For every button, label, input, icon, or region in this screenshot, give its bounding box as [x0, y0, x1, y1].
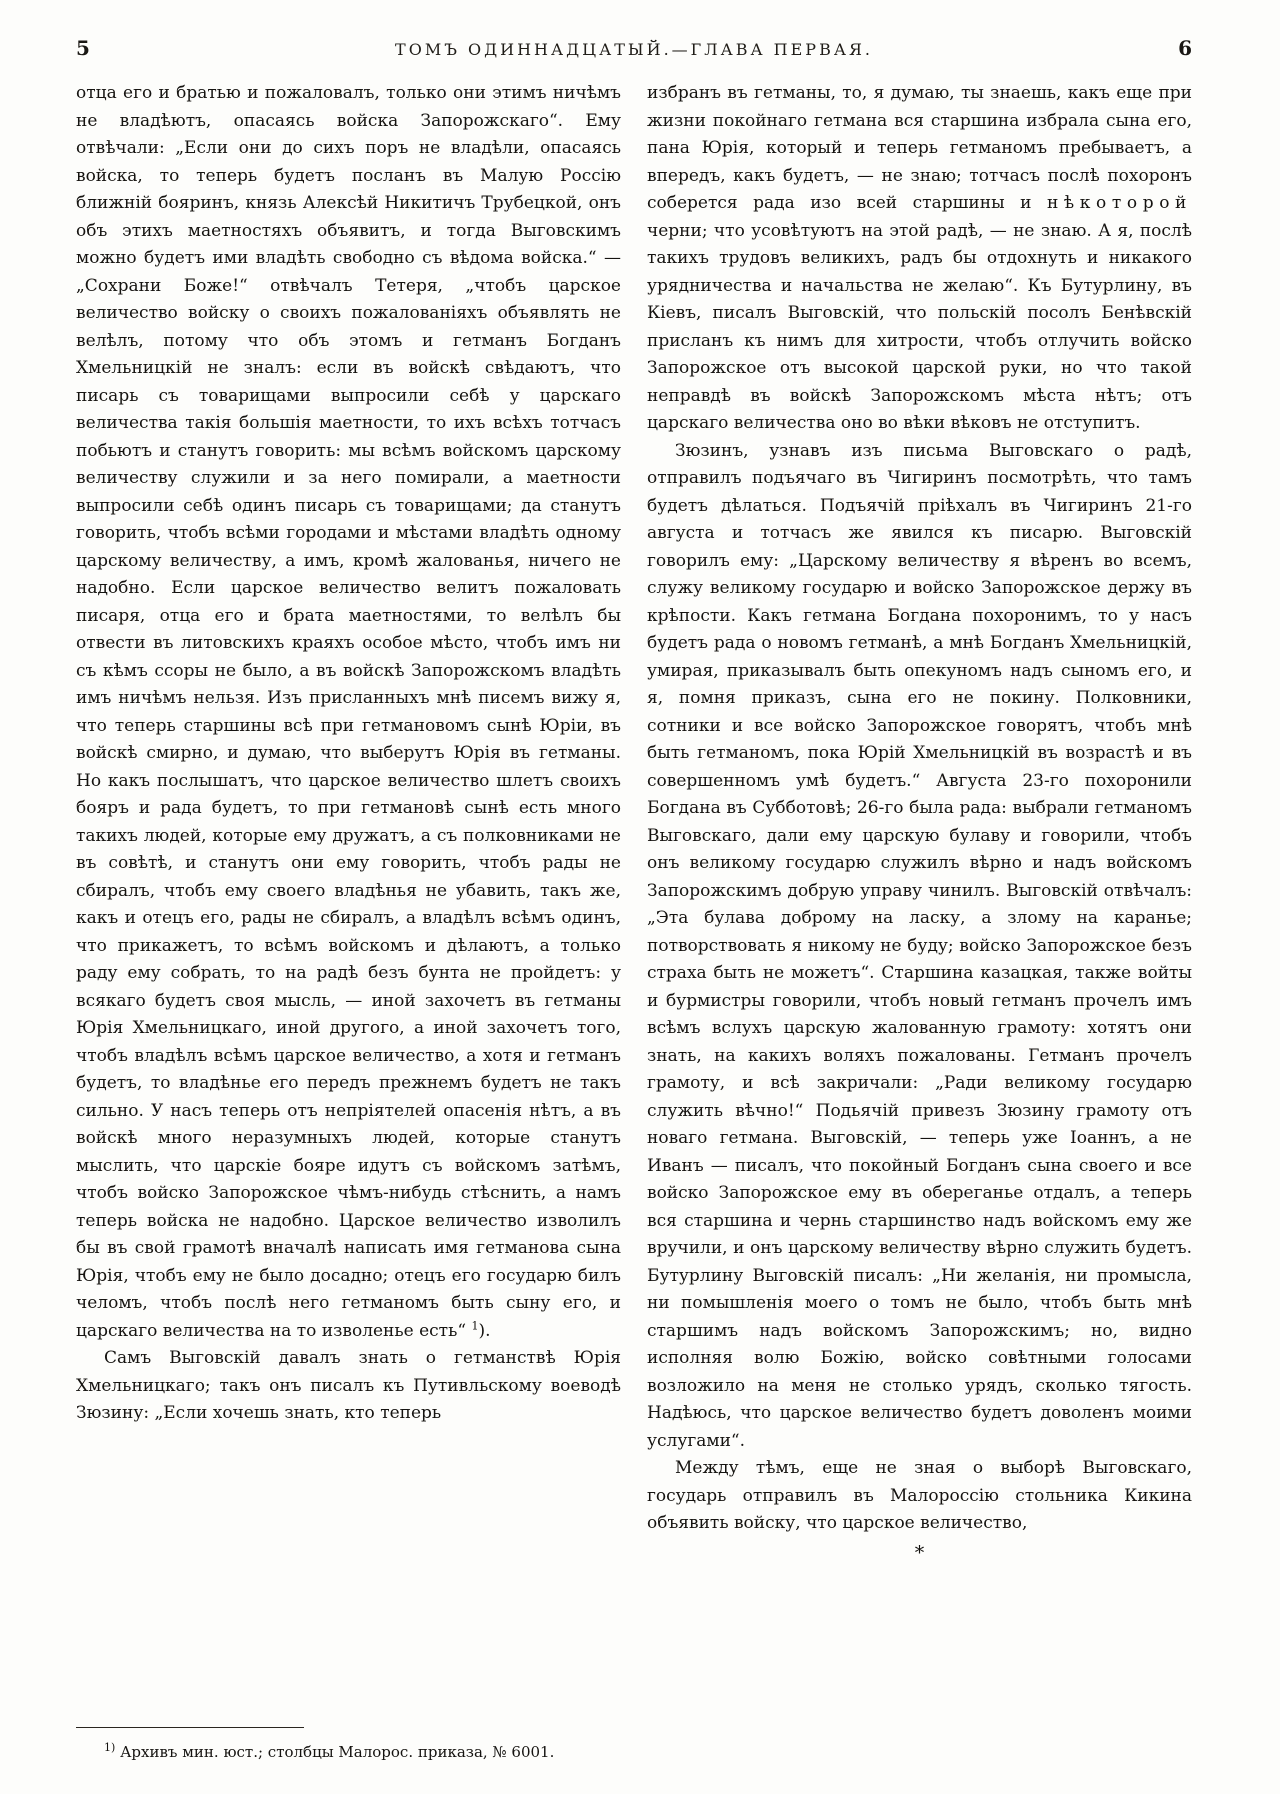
column-paragraphs	[647, 80, 1192, 1538]
footnote-marker: 1)	[104, 1741, 116, 1754]
text-segment: Самъ Выговскій давалъ знать о гетманствѣ Юрія Хмельницкаго; такъ онъ писалъ къ Путивльскому воеводѣ Зюзину: „Если хочешь знать, кто теперь	[76, 1348, 621, 1423]
footnote-ref: 1	[471, 1318, 479, 1332]
footnote-body: Архивъ мин. юст.; столбцы Малорос. приказа, № 6001.	[115, 1743, 555, 1761]
text-segment: черни; что усовѣтуютъ на этой радѣ, — не знаю. А я, послѣ такихъ трудовъ великихъ, радъ бы отдохнуть и никакого урядничества и начальства не желаю“. Къ Бутурлину, въ Кіевъ, писалъ Выговскій, что польскій посолъ Бенѣвскій присланъ къ нимъ для хитрости, чтобъ отлучить войско Запорожское отъ высокой царской руки, но что такой неправдѣ въ войскѣ Запорожскомъ мѣста нѣтъ; отъ царскаго величества оно во вѣки вѣковъ не отступитъ.	[647, 220, 1192, 433]
right-page-number: 6	[1178, 36, 1192, 60]
right-text-column	[647, 80, 1192, 1764]
paragraph	[76, 1345, 621, 1428]
text-segment: ).	[478, 1320, 491, 1341]
footnote-rule	[76, 1727, 304, 1728]
paragraph	[647, 1455, 1192, 1538]
signature-mark: *	[914, 1541, 925, 1564]
text-segment: избранъ въ гетманы, то, я думаю, ты знаешь, какъ еще при жизни покойнаго гетмана вся старшина избрала сына его, пана Юрія, который и теперь гетманомъ пребываетъ, а впередъ, какъ будетъ, — не знаю; тотчасъ послѣ похоронъ соберется рада изо всей старшины и	[647, 83, 1192, 213]
page-header	[0, 0, 1280, 74]
letterspaced-text: нѣкоторой	[1046, 193, 1192, 213]
left-text-column	[76, 80, 621, 1764]
running-title: ТОМЪ ОДИННАДЦАТЫЙ.—ГЛАВА ПЕРВАЯ.	[395, 40, 873, 59]
paragraph	[647, 80, 1192, 438]
text-spread	[0, 74, 1280, 1764]
text-segment: Зюзинъ, узнавъ изъ письма Выговскаго о радѣ, отправилъ подъячаго въ Чигиринъ посмотрѣть, что тамъ будетъ дѣлаться. Подъячій пріѣхалъ въ Чигиринъ 21-го августа и тотчасъ же явился къ писарю. Выговскій говорилъ ему: „Царскому величеству я вѣренъ во всемъ, служу великому государю и войско Запорожское держу въ крѣпости. Какъ гетмана Богдана похоронимъ, то у насъ будетъ рада о новомъ гетманѣ, а мнѣ Богданъ Хмельницкій, умирая, приказывалъ быть опекуномъ надъ сыномъ его, и я, помня приказъ, сына его не покину. Полковники, сотники и все войско Запорожское говорятъ, чтобъ мнѣ быть гетманомъ, пока Юрій Хмельницкій въ возрастѣ и въ совершенномъ умѣ будетъ.“ Августа 23-го похоронили Богдана въ Субботовѣ; 26-го была рада: выбрали гетманомъ Выговскаго, дали ему царскую булаву и говорили, чтобъ онъ великому государю служилъ вѣрно и надъ войскомъ Запорожскимъ добрую управу чинилъ. Выговскій отвѣчалъ: „Эта булава доброму на ласку, а злому на каранье; потворствовать я никому не буду; войско Запорожское безъ страха быть не можетъ“. Старшина казацкая, также войты и бурмистры говорили, чтобъ новый гетманъ прочелъ имъ всѣмъ вслухъ царскую жалованную грамоту: хотятъ они знать, на какихъ воляхъ пожалованы. Гетманъ прочелъ грамоту, и всѣ закричали: „Ради великому государю служить вѣчно!“ Подьячій привезъ Зюзину грамоту отъ новаго гетмана. Выговскій, — теперь уже Іоаннъ, а не Иванъ — писалъ, что покойный Богданъ сына своего и все войско Запорожское ему въ обереганье отдалъ, а теперь вся старшина и чернь старшинство надъ войскомъ ему же вручили, и онъ царскому величеству вѣрно служить будетъ. Бутурлину Выговскій писалъ: „Ни желанія, ни промысла, ни помышленія моего о томъ не было, чтобъ быть мнѣ старшимъ надъ войскомъ Запорожскимъ; но, видно исполняя волю Божію, войско совѣтными голосами возложило на меня не столько урядъ, сколько тягость. Надѣюсь, что царское величество будетъ доволенъ моими услугами“.	[647, 440, 1192, 1451]
footnote-text	[76, 1740, 621, 1764]
text-segment: Между тѣмъ, еще не зная о выборѣ Выговскаго, государь отправилъ въ Малороссію стольника Кикина объявить войску, что царское величество,	[647, 1458, 1192, 1533]
paragraph	[76, 80, 621, 1345]
column-paragraphs	[76, 80, 621, 1428]
text-segment: отца его и братью и пожаловалъ, только они этимъ ничѣмъ не владѣютъ, опасаясь войска Запорожскаго“. Ему отвѣчали: „Если они до сихъ поръ не владѣли, опасаясь войска, то теперь будетъ посланъ въ Малую Россію ближній бояринъ, князь Алексѣй Никитичъ Трубецкой, онъ объ этихъ маетностяхъ объявитъ, и тогда Выговскимъ можно будетъ ими владѣть свободно съ вѣдома войска.“ — „Сохрани Боже!“ отвѣчалъ Тетеря, „чтобъ царское величество войску о своихъ пожалованіяхъ объявлять не велѣлъ, потому что объ этомъ и гетманъ Богданъ Хмельницкій не зналъ: если въ войскѣ свѣдаютъ, что писарь съ товарищами выпросили себѣ у царскаго величества такія большія маетности, то ихъ всѣхъ тотчасъ побьютъ и станутъ говорить: мы всѣмъ войскомъ царскому величеству служили и за него помирали, а маетности выпросили себѣ одинъ писарь съ товарищами; да станутъ говорить, чтобъ всѣми городами и мѣстами владѣть одному царскому величеству, а имъ, кромѣ жалованья, ничего не надобно. Если царское величество велитъ пожаловать писаря, отца его и брата маетностями, то велѣлъ бы отвести въ литовскихъ краяхъ особое мѣсто, чтобъ имъ ни съ кѣмъ ссоры не было, а въ войскѣ Запорожскомъ владѣть имъ ничѣмъ нельзя. Изъ присланныхъ мнѣ писемъ вижу я, что теперь старшины всѣ при гетмановомъ сынѣ Юріи, въ войскѣ смирно, и думаю, что выберутъ Юрія въ гетманы. Но какъ послышатъ, что царское величество шлетъ своихъ бояръ и рада будетъ, то при гетмановѣ сынѣ есть много такихъ людей, которые ему дружатъ, а съ полковниками не въ совѣтѣ, и станутъ они ему говорить, чтобъ рады не сбиралъ, чтобъ ему своего владѣнья не убавить, такъ же, какъ и отецъ его, рады не сбиралъ, а владѣлъ всѣмъ одинъ, что прикажетъ, то всѣмъ войскомъ и дѣлаютъ, а только раду ему собрать, то на радѣ безъ бунта не пройдетъ: у всякаго будетъ своя мысль, — иной захочетъ въ гетманы Юрія Хмельницкаго, иной другого, а иной захочетъ того, чтобъ владѣлъ всѣмъ царское величество, а хотя и гетманъ будетъ, то владѣнье его передъ прежнемъ будетъ не такъ сильно. У насъ теперь отъ непріятелей опасенія нѣтъ, а въ войскѣ много неразумныхъ людей, которые станутъ мыслить, что царскіе бояре идутъ съ войскомъ затѣмъ, чтобъ войско Запорожское чѣмъ-нибудь стѣснить, а намъ теперь войска не надобно. Царское величество изволилъ бы въ свой грамотѣ вначалѣ написать имя гетманова сына Юрія, чтобъ ему не было досадно; отецъ его государю билъ челомъ, чтобъ послѣ него гетманомъ быть сыну его, и царскаго величества на то изволенье есть“	[76, 83, 621, 1341]
footnote	[76, 1723, 621, 1764]
paragraph	[647, 438, 1192, 1456]
left-page-number: 5	[76, 36, 90, 60]
